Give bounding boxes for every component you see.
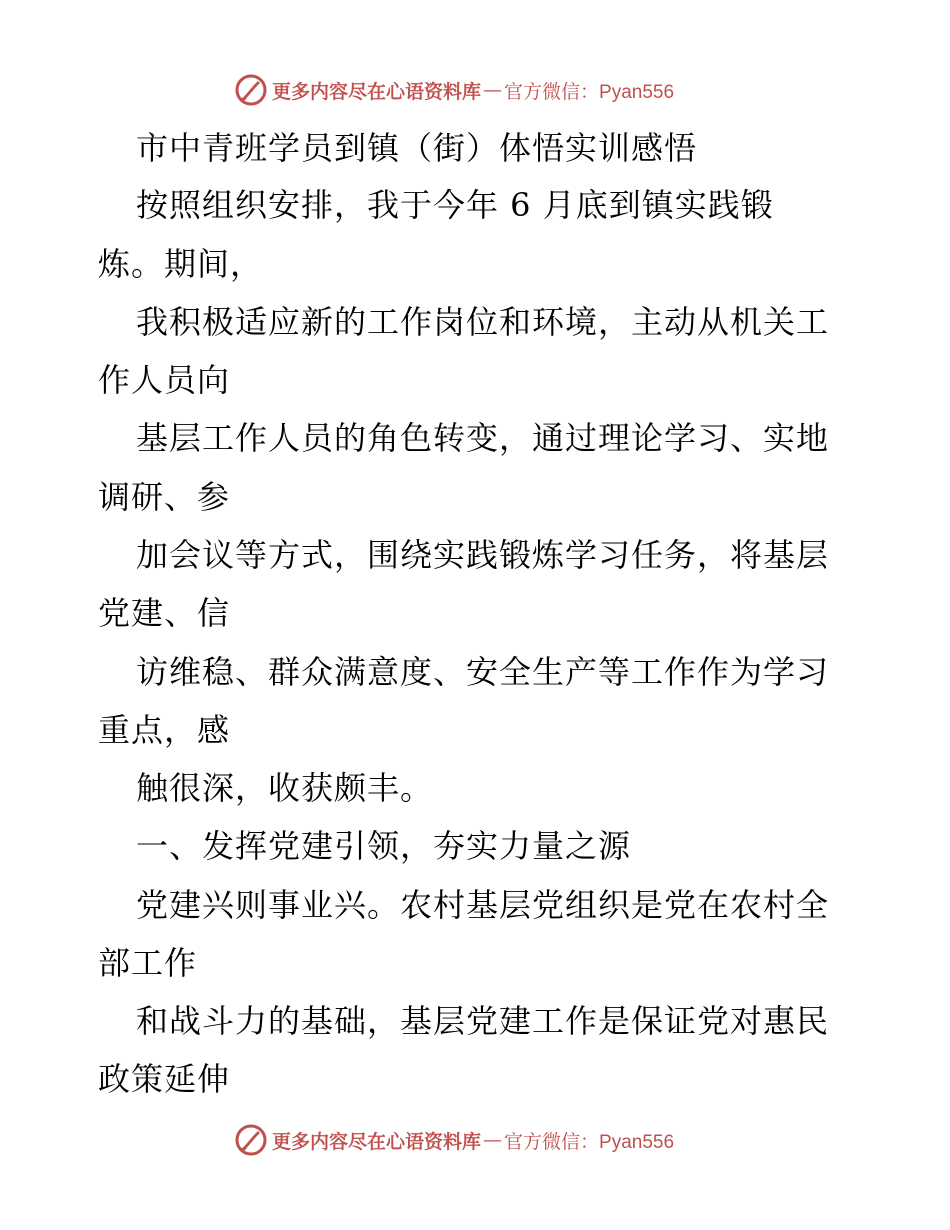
paragraph-line: 党建、信: [98, 594, 231, 632]
brush-pen-logo-icon: [234, 73, 268, 107]
watermark-contact-text: 官方微信：Pyan556: [504, 1131, 675, 1153]
paragraph-line: 炼。期间，: [98, 245, 264, 283]
paragraph-line: 和战斗力的基础，基层党建工作是保证党对惠民: [136, 1002, 830, 1040]
header-watermark: [234, 70, 674, 110]
paragraph-line: 重点，感: [98, 711, 231, 749]
brush-pen-logo-icon: [234, 1123, 268, 1157]
paragraph-line: 调研、参: [98, 478, 231, 516]
paragraph-line: 基层工作人员的角色转变，通过理论学习、实地: [136, 419, 830, 457]
section-heading: 一、发挥党建引领，夯实力量之源: [136, 827, 632, 865]
watermark-contact-text: 官方微信：Pyan556: [504, 81, 675, 103]
paragraph-line: 我积极适应新的工作岗位和环境，主动从机关工: [136, 303, 830, 341]
footer-watermark: [234, 1120, 674, 1160]
paragraph-line: 政策延伸: [98, 1060, 231, 1098]
paragraph-line: 作人员向: [98, 361, 231, 399]
watermark-separator: —: [483, 79, 503, 101]
paragraph-line: 部工作: [98, 944, 198, 982]
paragraph-line: 访维稳、群众满意度、安全生产等工作作为学习: [136, 653, 830, 691]
document-title: 市中青班学员到镇（街）体悟实训感悟: [136, 129, 698, 167]
paragraph-line: 加会议等方式，围绕实践锻炼学习任务，将基层: [136, 536, 830, 574]
watermark-main-text: 更多内容尽在心语资料库: [272, 1130, 482, 1153]
watermark-separator: —: [483, 1129, 503, 1151]
paragraph-line: 党建兴则事业兴。农村基层党组织是党在农村全: [136, 886, 830, 924]
paragraph-line: 按照组织安排，我于今年 6 月底到镇实践锻: [136, 186, 774, 224]
watermark-main-text: 更多内容尽在心语资料库: [272, 80, 482, 103]
paragraph-line: 触很深，收获颇丰。: [136, 769, 434, 807]
